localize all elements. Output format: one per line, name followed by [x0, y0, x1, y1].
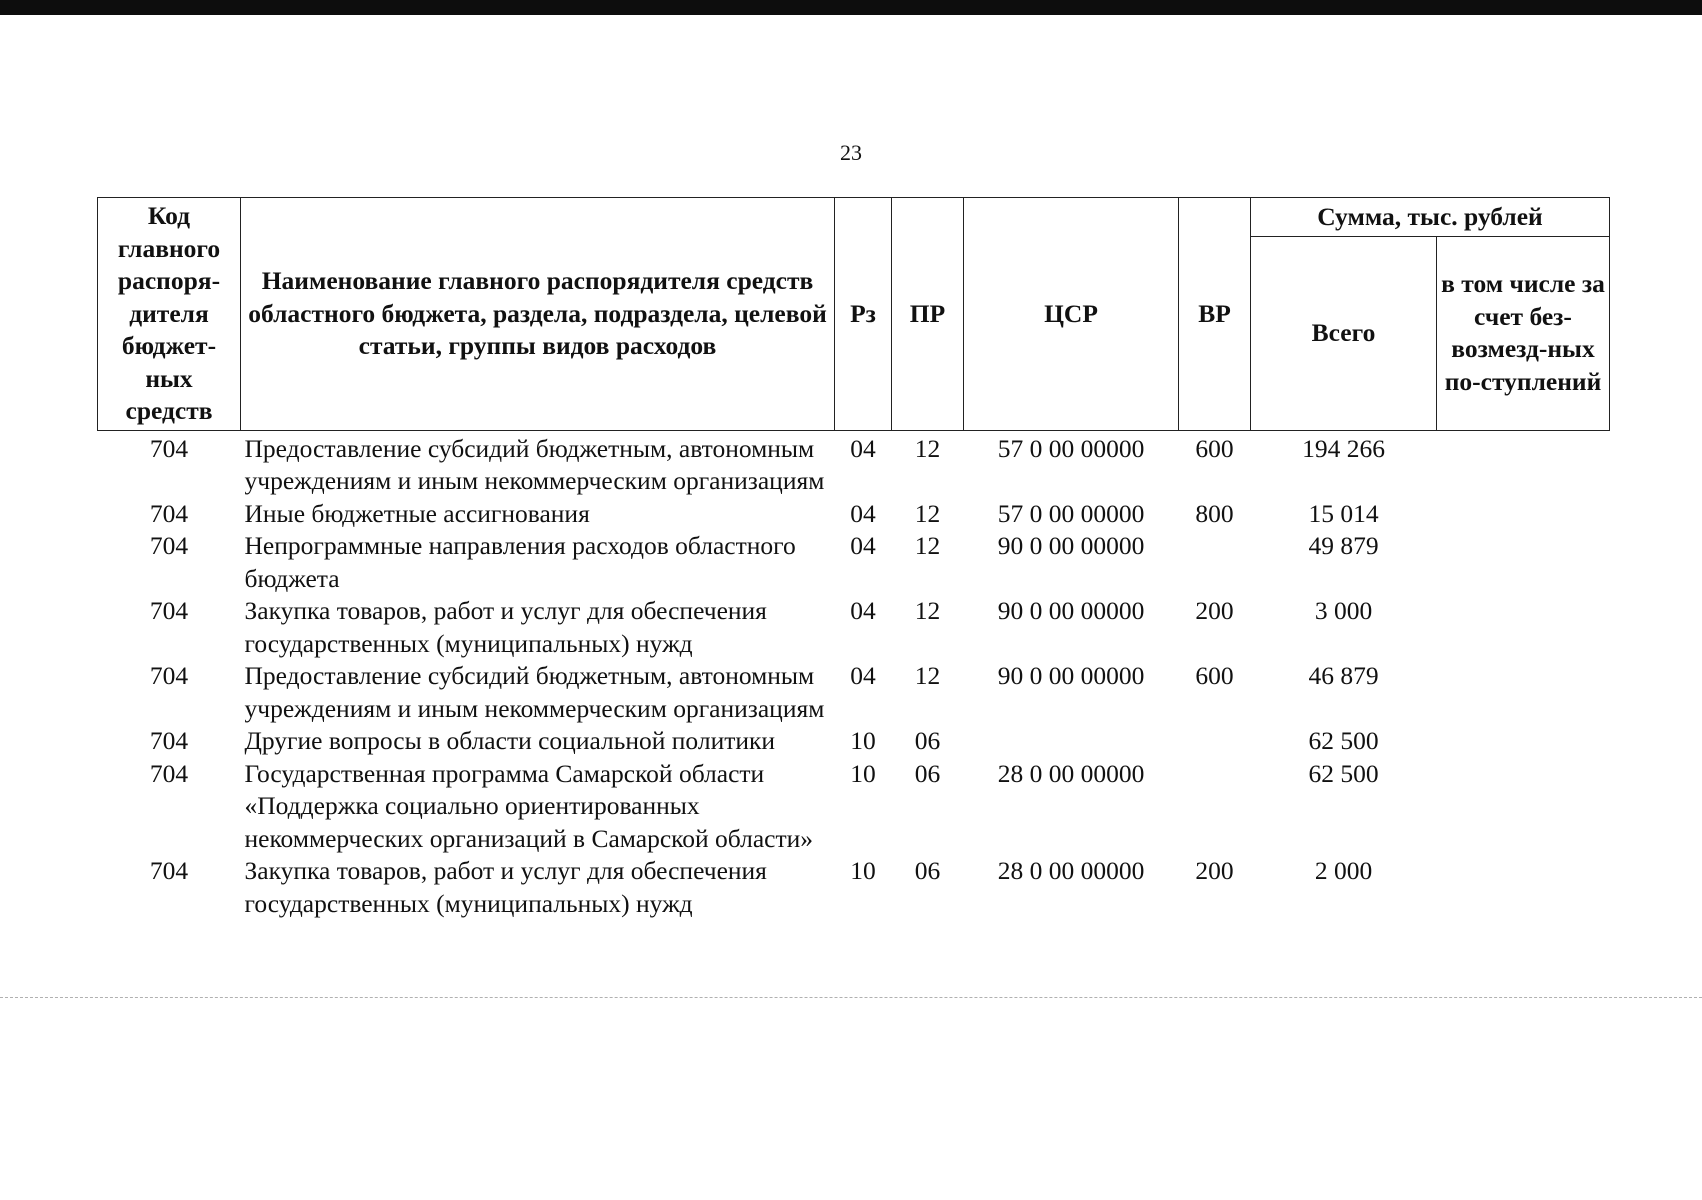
cell-vr — [1179, 758, 1251, 856]
cell-pr: 12 — [914, 433, 941, 463]
cell-total: 49 879 — [1308, 531, 1379, 560]
cell-total: 46 879 — [1308, 661, 1379, 690]
cell-pr: 06 — [914, 758, 941, 788]
cell-rz: 10 — [850, 856, 876, 885]
header-name: Наименование главного распорядителя средств областного бюджета, раздела, подраздела, целевой статьи, группы видов расходов — [241, 198, 835, 431]
cell-pr: 06 — [914, 856, 941, 885]
cell-pr: 12 — [914, 596, 941, 625]
cell-rz: 10 — [850, 726, 876, 755]
header-gratuitous: в том числе за счет без-возмезд-ных по-ступлений — [1437, 237, 1610, 431]
header-pr: ПР — [892, 198, 964, 431]
cell-name: Закупка товаров, работ и услуг для обеспечения государственных (муниципальных) нужд — [244, 856, 767, 918]
table-row — [98, 595, 1610, 660]
cell-vr: 600 — [1195, 433, 1234, 463]
cell-gratuitous — [1437, 758, 1610, 856]
cell-total: 62 500 — [1308, 726, 1379, 755]
table-row — [98, 530, 1610, 595]
cell-vr — [1179, 530, 1251, 595]
cell-code: 704 — [149, 661, 189, 690]
cell-code: 704 — [149, 758, 189, 788]
table-row — [98, 725, 1610, 758]
cell-code: 704 — [149, 498, 189, 528]
table-row — [98, 660, 1610, 725]
table-body — [98, 430, 1610, 920]
scan-artifact-line — [0, 997, 1702, 998]
cell-code: 704 — [149, 596, 189, 625]
table-row — [98, 855, 1610, 920]
table-row — [98, 430, 1610, 498]
cell-rz: 10 — [850, 758, 876, 788]
cell-gratuitous — [1437, 855, 1610, 920]
page-number: 23 — [840, 140, 862, 165]
cell-csr: 90 0 00 00000 — [997, 596, 1145, 625]
cell-name: Другие вопросы в области социальной политики — [244, 726, 776, 755]
cell-total: 2 000 — [1314, 856, 1373, 885]
cell-rz: 04 — [850, 498, 876, 528]
header-code: Код главного распоря-дителя бюджет-ных средств — [98, 198, 241, 431]
cell-rz: 04 — [850, 433, 876, 463]
cell-pr: 12 — [914, 661, 941, 690]
cell-csr: 90 0 00 00000 — [997, 531, 1145, 560]
cell-gratuitous — [1437, 430, 1610, 498]
cell-gratuitous — [1437, 595, 1610, 660]
header-rz: Рз — [835, 198, 892, 431]
cell-name: Государственная программа Самарской области «Поддержка социально ориентированных некоммерческих организаций в Самарской области» — [244, 758, 814, 853]
table-header — [98, 198, 1610, 431]
scan-top-border — [0, 0, 1702, 15]
header-total: Всего — [1251, 237, 1437, 431]
cell-vr: 600 — [1195, 661, 1234, 690]
cell-gratuitous — [1437, 498, 1610, 531]
table-row — [98, 498, 1610, 531]
cell-code: 704 — [149, 726, 189, 755]
cell-code: 704 — [149, 531, 189, 560]
cell-csr: 28 0 00 00000 — [997, 856, 1145, 885]
cell-vr: 800 — [1195, 498, 1234, 528]
cell-vr: 200 — [1195, 856, 1234, 885]
cell-pr: 12 — [914, 498, 941, 528]
header-vr: ВР — [1179, 198, 1251, 431]
cell-total: 15 014 — [1308, 498, 1379, 528]
cell-total: 62 500 — [1308, 758, 1379, 788]
cell-rz: 04 — [850, 661, 876, 690]
cell-csr: 90 0 00 00000 — [997, 661, 1145, 690]
cell-code: 704 — [149, 433, 189, 463]
cell-name: Предоставление субсидий бюджетным, автономным учреждениям и иным некоммерческим организациям — [244, 433, 825, 495]
cell-gratuitous — [1437, 530, 1610, 595]
header-sum-group: Сумма, тыс. рублей — [1251, 198, 1610, 237]
cell-name: Иные бюджетные ассигнования — [244, 498, 590, 528]
table-row — [98, 758, 1610, 856]
cell-vr: 200 — [1195, 596, 1234, 625]
cell-rz: 04 — [850, 531, 876, 560]
cell-pr: 06 — [914, 726, 941, 755]
cell-name: Предоставление субсидий бюджетным, автономным учреждениям и иным некоммерческим организациям — [244, 661, 825, 723]
cell-name: Непрограммные направления расходов областного бюджета — [244, 531, 796, 593]
cell-rz: 04 — [850, 596, 876, 625]
cell-name: Закупка товаров, работ и услуг для обеспечения государственных (муниципальных) нужд — [244, 596, 767, 658]
header-csr: ЦСР — [964, 198, 1179, 431]
cell-csr: 57 0 00 00000 — [997, 498, 1145, 528]
cell-vr — [1179, 725, 1251, 758]
cell-total: 194 266 — [1302, 433, 1385, 463]
cell-csr: 57 0 00 00000 — [997, 433, 1145, 463]
cell-gratuitous — [1437, 660, 1610, 725]
cell-csr: 28 0 00 00000 — [997, 758, 1145, 788]
cell-pr: 12 — [914, 531, 941, 560]
cell-gratuitous — [1437, 725, 1610, 758]
budget-table — [97, 197, 1610, 920]
cell-csr — [964, 725, 1179, 758]
cell-total: 3 000 — [1314, 596, 1373, 625]
cell-code: 704 — [149, 856, 189, 885]
